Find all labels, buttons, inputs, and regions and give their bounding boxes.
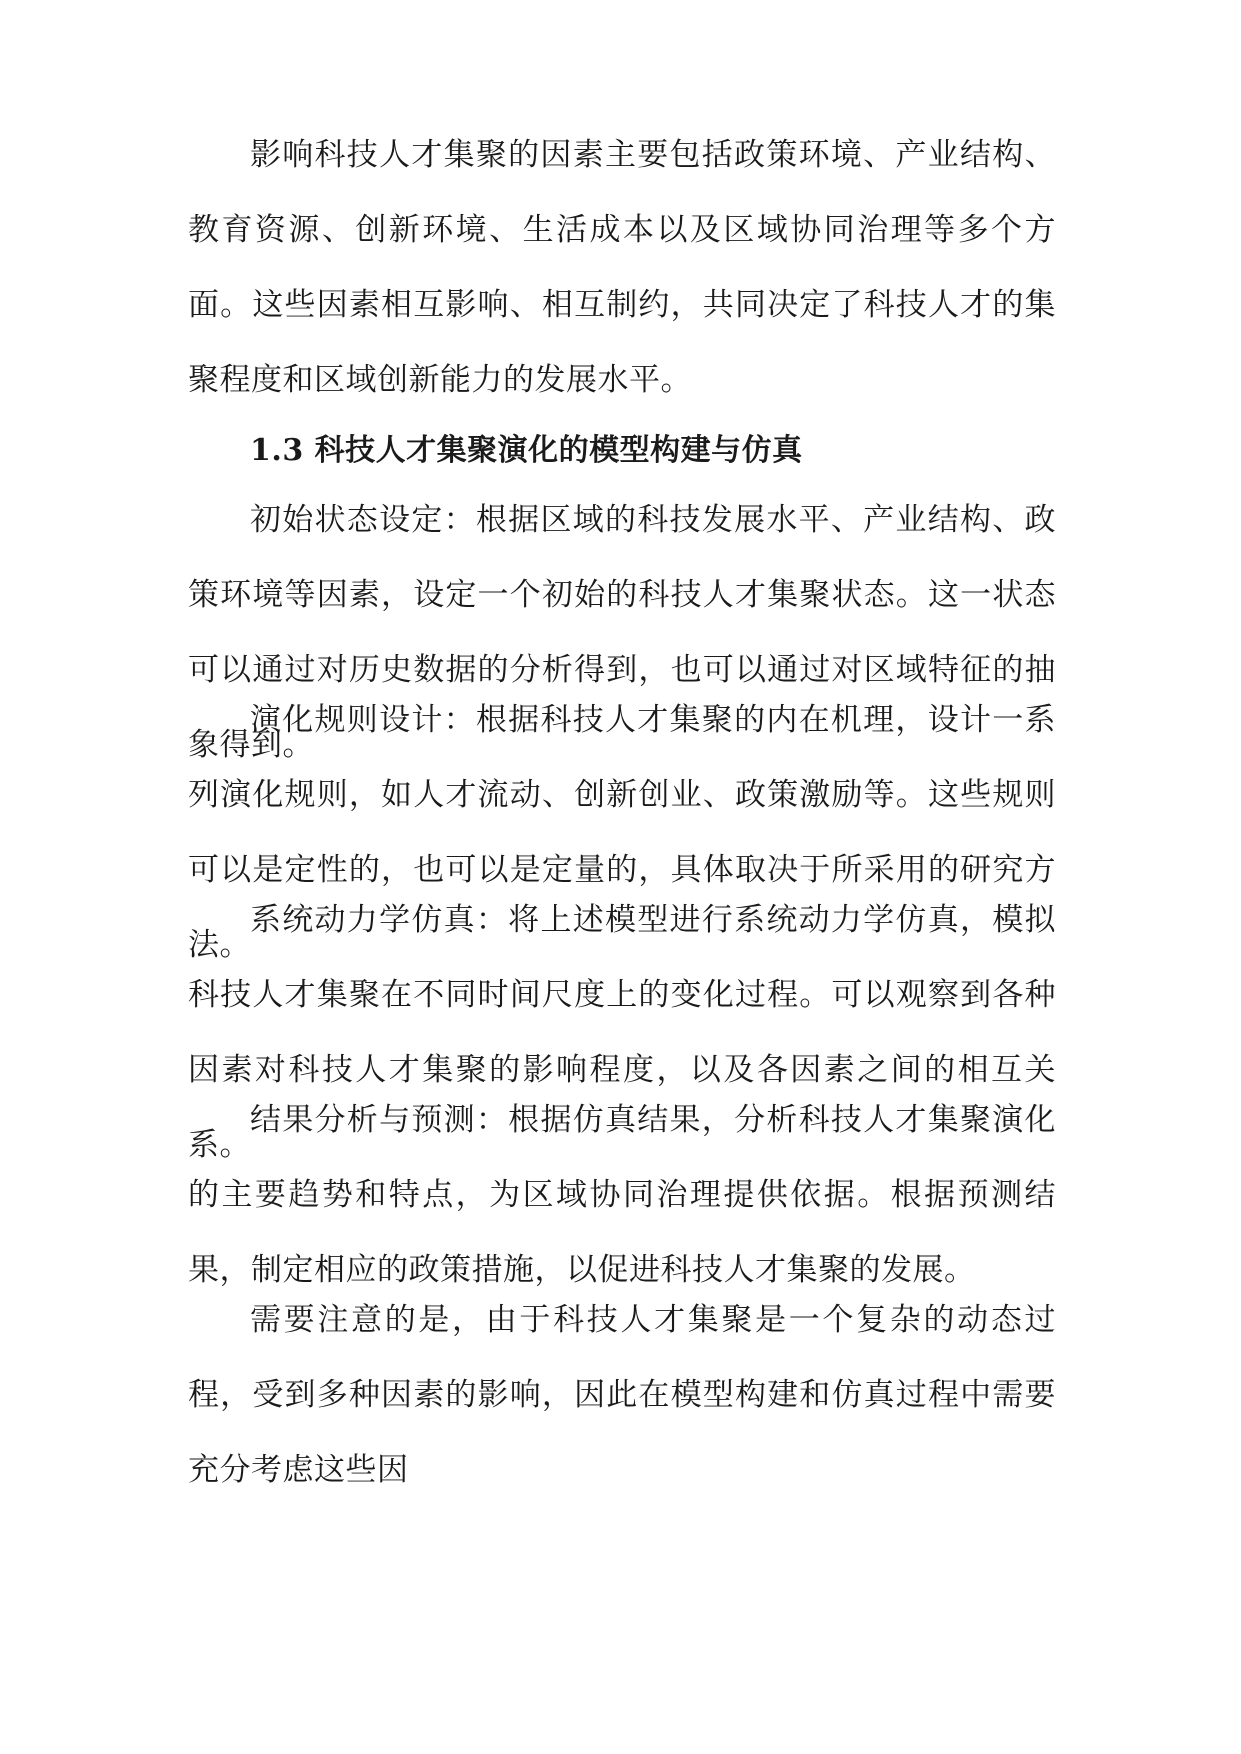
paragraph-text: 根据科技人才集聚的内在机理，设计一系列演化规则，如人才流动、创新创业、政策激励等。这些规则可以是定性的，也可以是定量的，具体取决于所采用的研究方法。 xyxy=(188,702,1057,963)
paragraph-text: 根据区域的科技发展水平、产业结构、政策环境等因素，设定一个初始的科技人才集聚状态。这一状态可以通过对历史数据的分析得到，也可以通过对区域特征的抽象得到。 xyxy=(188,502,1057,763)
paragraph-text: 将上述模型进行系统动力学仿真，模拟科技人才集聚在不同时间尺度上的变化过程。可以观察到各种因素对科技人才集聚的影响程度，以及各因素之间的相互关系。 xyxy=(188,902,1057,1163)
paragraph-text: 根据仿真结果，分析科技人才集聚演化的主要趋势和特点，为区域协同治理提供依据。根据预测结果，制定相应的政策措施，以促进科技人才集聚的发展。 xyxy=(188,1102,1057,1288)
paragraph-label: 结果分析与预测： xyxy=(250,1102,509,1138)
intro-paragraph: 影响科技人才集聚的因素主要包括政策环境、产业结构、教育资源、创新环境、生活成本以及区域协同治理等多个方面。这些因素相互影响、相互制约，共同决定了科技人才的集聚程度和区域创新能力的发展水平。 xyxy=(188,137,1056,398)
paragraph-label: 初始状态设定： xyxy=(250,502,476,538)
section-heading: 1.3 科技人才集聚演化的模型构建与仿真 xyxy=(250,433,803,468)
paragraph-label: 演化规则设计： xyxy=(250,702,476,738)
paragraph-result-analysis xyxy=(188,1083,1056,1308)
paragraph-label: 系统动力学仿真： xyxy=(250,902,509,938)
note-paragraph: 需要注意的是，由于科技人才集聚是一个复杂的动态过程，受到多种因素的影响，因此在模型构建和仿真过程中需要充分考虑这些因 xyxy=(188,1302,1056,1488)
